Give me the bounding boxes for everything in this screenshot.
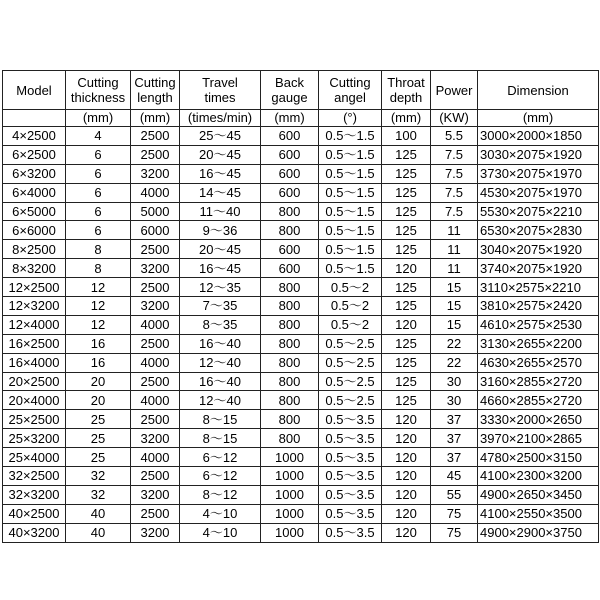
- cell-throat-depth: 125: [382, 334, 431, 353]
- cell-cutting-angel: 0.5～1.5: [319, 127, 382, 146]
- unit-power: (KW): [431, 110, 478, 127]
- cell-dimension: 3000×2000×1850: [478, 127, 599, 146]
- cell-back-gauge: 1000: [261, 448, 319, 467]
- cell-model: 8×3200: [3, 259, 66, 278]
- cell-power: 22: [431, 334, 478, 353]
- cell-power: 5.5: [431, 127, 478, 146]
- cell-power: 55: [431, 485, 478, 504]
- cell-power: 45: [431, 467, 478, 486]
- cell-power: 15: [431, 297, 478, 316]
- cell-cutting-angel: 0.5～2: [319, 278, 382, 297]
- cell-power: 15: [431, 315, 478, 334]
- cell-travel-times: 12～35: [180, 278, 261, 297]
- cell-back-gauge: 800: [261, 315, 319, 334]
- cell-dimension: 3730×2075×1970: [478, 164, 599, 183]
- header-power: Power: [431, 71, 478, 110]
- cell-cutting-length: 2500: [131, 334, 180, 353]
- table-row: [3, 259, 599, 278]
- cell-power: 75: [431, 523, 478, 542]
- cell-cutting-angel: 0.5～2.5: [319, 391, 382, 410]
- cell-cutting-thickness: 32: [66, 485, 131, 504]
- table-row: [3, 297, 599, 316]
- cell-travel-times: 20～45: [180, 240, 261, 259]
- cell-back-gauge: 800: [261, 353, 319, 372]
- cell-back-gauge: 600: [261, 259, 319, 278]
- table-row: [3, 164, 599, 183]
- cell-cutting-length: 3200: [131, 164, 180, 183]
- cell-cutting-length: 2500: [131, 145, 180, 164]
- cell-cutting-thickness: 16: [66, 334, 131, 353]
- cell-cutting-angel: 0.5～1.5: [319, 183, 382, 202]
- cell-cutting-angel: 0.5～3.5: [319, 485, 382, 504]
- cell-cutting-length: 2500: [131, 278, 180, 297]
- cell-dimension: 4900×2650×3450: [478, 485, 599, 504]
- header-cutting-angel: Cutting angel: [319, 71, 382, 110]
- cell-dimension: 3810×2575×2420: [478, 297, 599, 316]
- cell-cutting-angel: 0.5～1.5: [319, 202, 382, 221]
- header-cutting-length: Cutting length: [131, 71, 180, 110]
- cell-throat-depth: 125: [382, 240, 431, 259]
- cell-model: 8×2500: [3, 240, 66, 259]
- cell-travel-times: 11～40: [180, 202, 261, 221]
- table-row: [3, 523, 599, 542]
- unit-cutting-length: (mm): [131, 110, 180, 127]
- cell-model: 20×4000: [3, 391, 66, 410]
- cell-model: 16×2500: [3, 334, 66, 353]
- cell-cutting-angel: 0.5～3.5: [319, 467, 382, 486]
- cell-model: 6×6000: [3, 221, 66, 240]
- table-row: [3, 467, 599, 486]
- cell-cutting-length: 4000: [131, 353, 180, 372]
- cell-model: 40×2500: [3, 504, 66, 523]
- cell-cutting-length: 3200: [131, 485, 180, 504]
- cell-power: 37: [431, 429, 478, 448]
- cell-model: 6×5000: [3, 202, 66, 221]
- cell-dimension: 3030×2075×1920: [478, 145, 599, 164]
- cell-dimension: 3160×2855×2720: [478, 372, 599, 391]
- table-row: [3, 372, 599, 391]
- cell-cutting-thickness: 4: [66, 127, 131, 146]
- cell-travel-times: 8～35: [180, 315, 261, 334]
- cell-power: 37: [431, 410, 478, 429]
- header-model: Model: [3, 71, 66, 110]
- cell-cutting-length: 2500: [131, 372, 180, 391]
- cell-power: 7.5: [431, 202, 478, 221]
- cell-back-gauge: 800: [261, 278, 319, 297]
- table-row: [3, 221, 599, 240]
- cell-model: 32×2500: [3, 467, 66, 486]
- cell-cutting-thickness: 8: [66, 259, 131, 278]
- table-row: [3, 429, 599, 448]
- cell-travel-times: 16～40: [180, 372, 261, 391]
- cell-travel-times: 12～40: [180, 391, 261, 410]
- cell-back-gauge: 800: [261, 297, 319, 316]
- cell-power: 7.5: [431, 183, 478, 202]
- cell-throat-depth: 125: [382, 145, 431, 164]
- cell-dimension: 3110×2575×2210: [478, 278, 599, 297]
- cell-cutting-thickness: 6: [66, 164, 131, 183]
- spec-table: [2, 70, 599, 543]
- header-back-gauge: Back gauge: [261, 71, 319, 110]
- cell-cutting-angel: 0.5～1.5: [319, 221, 382, 240]
- cell-cutting-angel: 0.5～2.5: [319, 353, 382, 372]
- cell-cutting-length: 3200: [131, 429, 180, 448]
- cell-cutting-length: 4000: [131, 315, 180, 334]
- cell-throat-depth: 120: [382, 504, 431, 523]
- cell-back-gauge: 1000: [261, 504, 319, 523]
- cell-throat-depth: 125: [382, 164, 431, 183]
- cell-dimension: 3130×2655×2200: [478, 334, 599, 353]
- cell-power: 30: [431, 372, 478, 391]
- cell-power: 11: [431, 240, 478, 259]
- cell-cutting-thickness: 20: [66, 391, 131, 410]
- cell-power: 11: [431, 259, 478, 278]
- cell-throat-depth: 125: [382, 221, 431, 240]
- cell-back-gauge: 800: [261, 429, 319, 448]
- cell-power: 37: [431, 448, 478, 467]
- cell-model: 4×2500: [3, 127, 66, 146]
- cell-model: 12×4000: [3, 315, 66, 334]
- cell-back-gauge: 800: [261, 221, 319, 240]
- cell-cutting-thickness: 6: [66, 202, 131, 221]
- cell-travel-times: 12～40: [180, 353, 261, 372]
- cell-back-gauge: 1000: [261, 523, 319, 542]
- cell-model: 25×2500: [3, 410, 66, 429]
- table-row: [3, 391, 599, 410]
- cell-model: 40×3200: [3, 523, 66, 542]
- cell-model: 12×3200: [3, 297, 66, 316]
- cell-model: 6×2500: [3, 145, 66, 164]
- cell-travel-times: 4～10: [180, 523, 261, 542]
- cell-cutting-thickness: 12: [66, 297, 131, 316]
- cell-cutting-angel: 0.5～1.5: [319, 164, 382, 183]
- table-row: [3, 183, 599, 202]
- cell-cutting-length: 3200: [131, 259, 180, 278]
- table-row: [3, 504, 599, 523]
- cell-travel-times: 8～15: [180, 410, 261, 429]
- cell-dimension: 4630×2655×2570: [478, 353, 599, 372]
- unit-cutting-thickness: (mm): [66, 110, 131, 127]
- cell-cutting-angel: 0.5～3.5: [319, 523, 382, 542]
- cell-cutting-thickness: 12: [66, 315, 131, 334]
- cell-cutting-thickness: 8: [66, 240, 131, 259]
- cell-model: 16×4000: [3, 353, 66, 372]
- cell-back-gauge: 600: [261, 127, 319, 146]
- cell-cutting-thickness: 40: [66, 523, 131, 542]
- cell-travel-times: 14～45: [180, 183, 261, 202]
- cell-dimension: 4610×2575×2530: [478, 315, 599, 334]
- cell-dimension: 4100×2550×3500: [478, 504, 599, 523]
- cell-travel-times: 8～15: [180, 429, 261, 448]
- cell-dimension: 4780×2500×3150: [478, 448, 599, 467]
- cell-cutting-angel: 0.5～3.5: [319, 429, 382, 448]
- header-travel-times: Travel times: [180, 71, 261, 110]
- cell-travel-times: 8～12: [180, 485, 261, 504]
- cell-travel-times: 25～45: [180, 127, 261, 146]
- cell-back-gauge: 800: [261, 410, 319, 429]
- cell-cutting-angel: 0.5～2: [319, 297, 382, 316]
- cell-cutting-thickness: 20: [66, 372, 131, 391]
- cell-travel-times: 16～45: [180, 164, 261, 183]
- cell-cutting-angel: 0.5～1.5: [319, 240, 382, 259]
- cell-cutting-angel: 0.5～2.5: [319, 334, 382, 353]
- cell-throat-depth: 120: [382, 315, 431, 334]
- cell-back-gauge: 600: [261, 145, 319, 164]
- unit-throat-depth: (mm): [382, 110, 431, 127]
- cell-cutting-thickness: 40: [66, 504, 131, 523]
- cell-cutting-length: 2500: [131, 467, 180, 486]
- cell-model: 6×3200: [3, 164, 66, 183]
- cell-back-gauge: 800: [261, 372, 319, 391]
- cell-travel-times: 6～12: [180, 448, 261, 467]
- unit-cutting-angel: (°): [319, 110, 382, 127]
- cell-cutting-thickness: 12: [66, 278, 131, 297]
- cell-throat-depth: 120: [382, 467, 431, 486]
- cell-cutting-length: 4000: [131, 391, 180, 410]
- cell-throat-depth: 100: [382, 127, 431, 146]
- header-throat-depth: Throat depth: [382, 71, 431, 110]
- cell-cutting-angel: 0.5～2.5: [319, 372, 382, 391]
- header-row: [3, 71, 599, 110]
- table-row: [3, 278, 599, 297]
- cell-dimension: 3970×2100×2865: [478, 429, 599, 448]
- cell-dimension: 3330×2000×2650: [478, 410, 599, 429]
- table-row: [3, 315, 599, 334]
- cell-power: 75: [431, 504, 478, 523]
- cell-cutting-length: 6000: [131, 221, 180, 240]
- cell-cutting-thickness: 25: [66, 429, 131, 448]
- cell-back-gauge: 600: [261, 240, 319, 259]
- cell-travel-times: 7～35: [180, 297, 261, 316]
- cell-cutting-thickness: 32: [66, 467, 131, 486]
- cell-model: 20×2500: [3, 372, 66, 391]
- units-row: [3, 110, 599, 127]
- cell-cutting-length: 3200: [131, 523, 180, 542]
- cell-cutting-length: 2500: [131, 504, 180, 523]
- cell-dimension: 4100×2300×3200: [478, 467, 599, 486]
- cell-throat-depth: 120: [382, 259, 431, 278]
- cell-back-gauge: 600: [261, 183, 319, 202]
- cell-cutting-length: 2500: [131, 410, 180, 429]
- cell-throat-depth: 120: [382, 448, 431, 467]
- cell-cutting-angel: 0.5～3.5: [319, 448, 382, 467]
- cell-throat-depth: 125: [382, 391, 431, 410]
- unit-dimension: (mm): [478, 110, 599, 127]
- cell-cutting-length: 2500: [131, 127, 180, 146]
- table-row: [3, 353, 599, 372]
- cell-cutting-angel: 0.5～1.5: [319, 145, 382, 164]
- cell-power: 11: [431, 221, 478, 240]
- cell-cutting-thickness: 25: [66, 448, 131, 467]
- cell-travel-times: 16～40: [180, 334, 261, 353]
- cell-cutting-thickness: 25: [66, 410, 131, 429]
- cell-throat-depth: 120: [382, 410, 431, 429]
- table-row: [3, 127, 599, 146]
- table-body: [3, 127, 599, 543]
- cell-dimension: 6530×2075×2830: [478, 221, 599, 240]
- cell-cutting-thickness: 6: [66, 221, 131, 240]
- table-row: [3, 240, 599, 259]
- cell-back-gauge: 1000: [261, 485, 319, 504]
- cell-throat-depth: 125: [382, 183, 431, 202]
- cell-back-gauge: 800: [261, 391, 319, 410]
- cell-cutting-angel: 0.5～3.5: [319, 504, 382, 523]
- cell-power: 7.5: [431, 164, 478, 183]
- cell-travel-times: 20～45: [180, 145, 261, 164]
- cell-cutting-length: 2500: [131, 240, 180, 259]
- table-row: [3, 202, 599, 221]
- cell-cutting-thickness: 6: [66, 183, 131, 202]
- cell-model: 25×4000: [3, 448, 66, 467]
- cell-power: 7.5: [431, 145, 478, 164]
- cell-model: 12×2500: [3, 278, 66, 297]
- cell-throat-depth: 125: [382, 297, 431, 316]
- cell-travel-times: 4～10: [180, 504, 261, 523]
- cell-cutting-angel: 0.5～3.5: [319, 410, 382, 429]
- cell-model: 25×3200: [3, 429, 66, 448]
- cell-cutting-length: 5000: [131, 202, 180, 221]
- table-row: [3, 145, 599, 164]
- spec-table-container: [2, 70, 599, 543]
- cell-dimension: 3040×2075×1920: [478, 240, 599, 259]
- cell-cutting-thickness: 16: [66, 353, 131, 372]
- table-row: [3, 410, 599, 429]
- cell-dimension: 4530×2075×1970: [478, 183, 599, 202]
- header-dimension: Dimension: [478, 71, 599, 110]
- cell-power: 30: [431, 391, 478, 410]
- cell-cutting-length: 4000: [131, 448, 180, 467]
- cell-travel-times: 9～36: [180, 221, 261, 240]
- cell-throat-depth: 125: [382, 372, 431, 391]
- header-cutting-thickness: Cutting thickness: [66, 71, 131, 110]
- cell-back-gauge: 800: [261, 334, 319, 353]
- cell-back-gauge: 800: [261, 202, 319, 221]
- cell-back-gauge: 1000: [261, 467, 319, 486]
- cell-throat-depth: 120: [382, 523, 431, 542]
- cell-dimension: 5530×2075×2210: [478, 202, 599, 221]
- unit-model: [3, 110, 66, 127]
- cell-throat-depth: 120: [382, 485, 431, 504]
- table-row: [3, 485, 599, 504]
- cell-throat-depth: 120: [382, 429, 431, 448]
- cell-throat-depth: 125: [382, 353, 431, 372]
- cell-power: 15: [431, 278, 478, 297]
- cell-travel-times: 16～45: [180, 259, 261, 278]
- cell-dimension: 4900×2900×3750: [478, 523, 599, 542]
- unit-back-gauge: (mm): [261, 110, 319, 127]
- cell-dimension: 4660×2855×2720: [478, 391, 599, 410]
- cell-cutting-length: 4000: [131, 183, 180, 202]
- table-row: [3, 334, 599, 353]
- cell-cutting-angel: 0.5～1.5: [319, 259, 382, 278]
- cell-throat-depth: 125: [382, 202, 431, 221]
- cell-throat-depth: 125: [382, 278, 431, 297]
- cell-cutting-length: 3200: [131, 297, 180, 316]
- cell-model: 6×4000: [3, 183, 66, 202]
- cell-cutting-thickness: 6: [66, 145, 131, 164]
- cell-back-gauge: 600: [261, 164, 319, 183]
- cell-travel-times: 6～12: [180, 467, 261, 486]
- cell-cutting-angel: 0.5～2: [319, 315, 382, 334]
- cell-power: 22: [431, 353, 478, 372]
- cell-model: 32×3200: [3, 485, 66, 504]
- cell-dimension: 3740×2075×1920: [478, 259, 599, 278]
- unit-travel-times: (times/min): [180, 110, 261, 127]
- table-row: [3, 448, 599, 467]
